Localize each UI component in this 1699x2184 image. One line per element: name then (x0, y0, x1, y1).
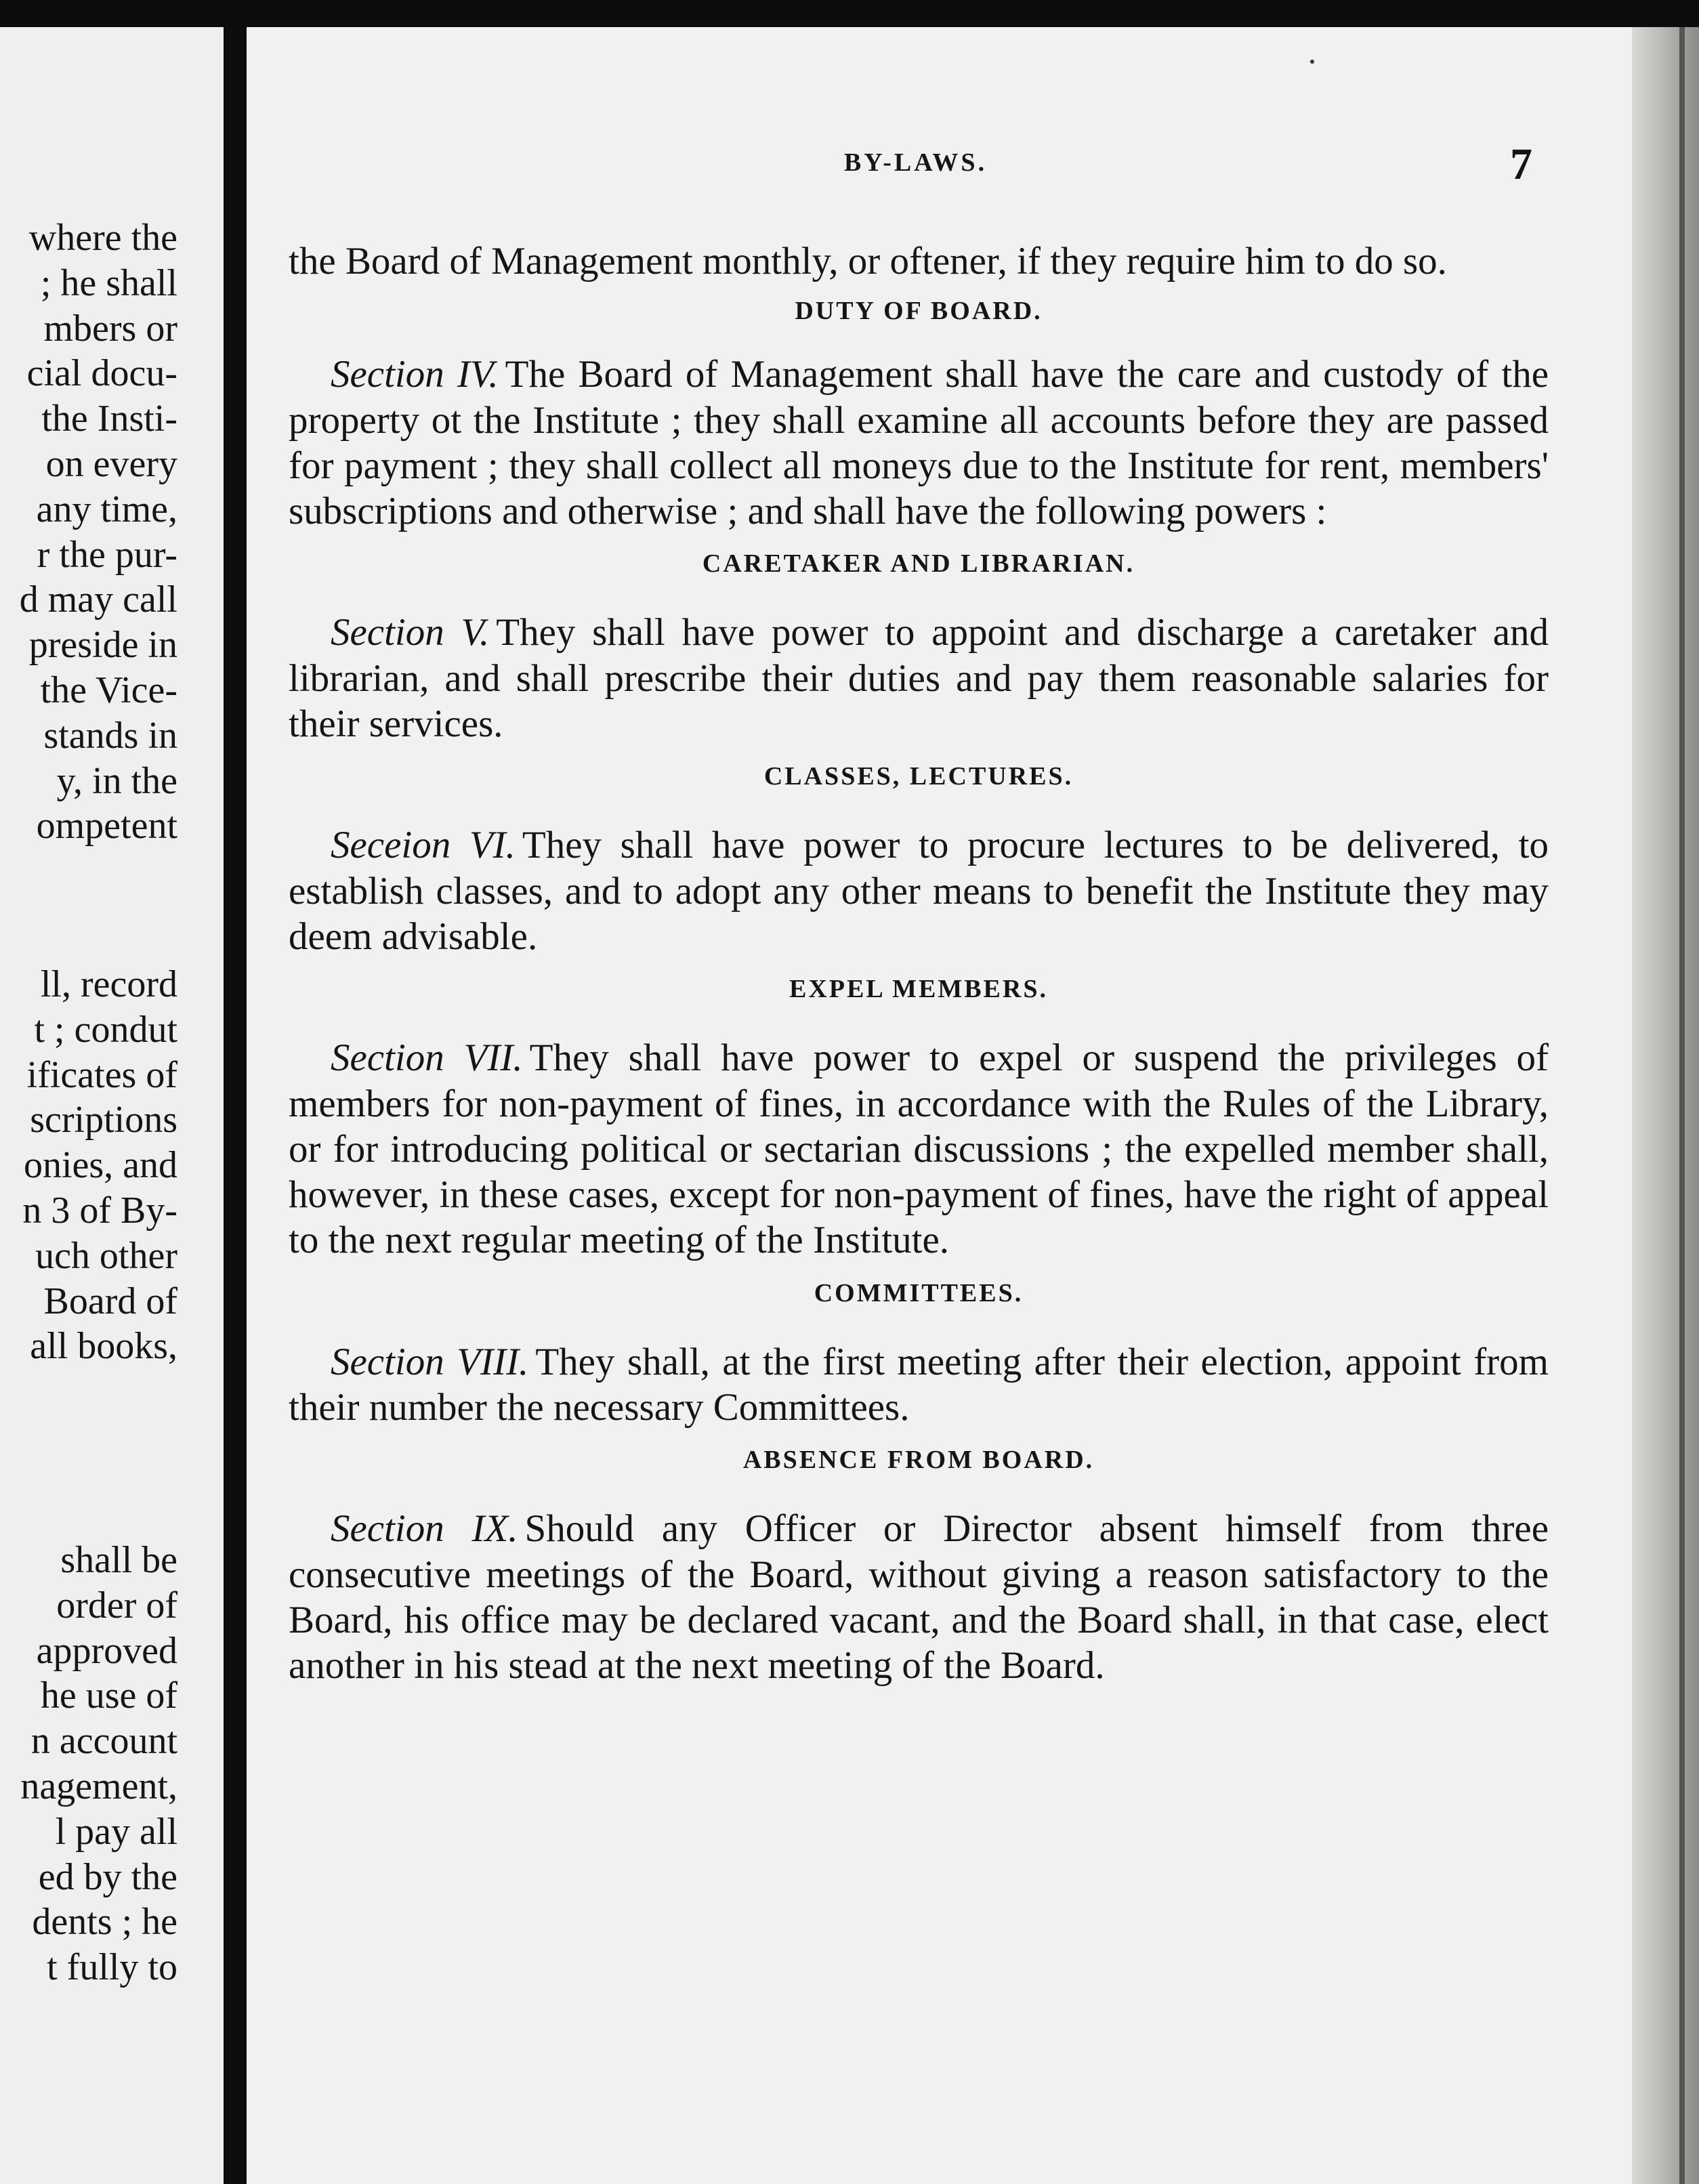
left-line: dents ; he (32, 1901, 177, 1944)
left-line: l pay all (55, 1810, 177, 1853)
left-line: ompetent (36, 805, 177, 847)
left-line: shall be (60, 1539, 177, 1581)
left-line: ificates of (26, 1053, 177, 1096)
left-facing-page (0, 27, 224, 2184)
heading-duty-of-board: DUTY OF BOARD. (795, 297, 1043, 326)
section-ix-paragraph (289, 1506, 1549, 1688)
left-line: mbers or (43, 307, 177, 350)
left-page-block-1 (20, 215, 177, 849)
section-v-paragraph (289, 610, 1549, 747)
left-line: stands in (43, 714, 177, 757)
left-line: n 3 of By- (22, 1189, 177, 1232)
left-page-block-3 (20, 1538, 177, 1990)
left-line: n account (30, 1720, 177, 1763)
left-line: y, in the (56, 759, 177, 802)
print-speck (1310, 60, 1314, 64)
section-vi-paragraph (289, 822, 1549, 959)
left-line: Board of (43, 1280, 177, 1322)
heading-caretaker-librarian: CARETAKER AND LIBRARIAN. (702, 549, 1135, 579)
opening-paragraph: the Board of Management monthly, or oftener, if they require him to do so. (289, 240, 1447, 282)
left-line: onies, and (23, 1144, 177, 1187)
section-iv-paragraph (289, 352, 1549, 534)
section-vi-label: Seceion VI. (331, 824, 516, 867)
section-v-text: They shall have power to appoint and discharge a caretaker and librarian, and shall prescribe their duties and pay them reasonable salaries for their services. (289, 611, 1549, 746)
section-viii-label: Section VIII. (331, 1340, 529, 1383)
left-line: any time, (36, 488, 177, 530)
left-line: the Insti- (41, 398, 177, 440)
heading-committees: COMMITTEES. (814, 1278, 1024, 1307)
left-line: t fully to (47, 1946, 177, 1989)
left-line: on every (45, 442, 177, 485)
body-text (289, 238, 1549, 1689)
page-number: 7 (1510, 140, 1532, 189)
section-vi-text: They shall have power to procure lectures to be delivered, to establish classes, and to adopt any other means to benefit the Institute they may deem advisable. (289, 824, 1549, 958)
section-viii-paragraph (289, 1339, 1549, 1431)
left-line: scriptions (30, 1099, 177, 1141)
left-line: ; he shall (40, 261, 177, 304)
book-gutter (224, 27, 247, 2184)
left-line: ll, record (40, 963, 177, 1005)
left-page-block-2 (22, 962, 177, 1369)
left-line: d may call (19, 579, 177, 621)
scan-border-top (0, 0, 1699, 27)
section-v-label: Section V. (331, 611, 490, 654)
left-line: he use of (40, 1675, 177, 1717)
left-line: approved (36, 1629, 177, 1672)
left-line: where the (28, 217, 177, 259)
left-line: preside in (28, 624, 177, 667)
left-line: the Vice- (40, 669, 177, 711)
left-line: all books, (30, 1325, 177, 1368)
left-line: nagement, (20, 1765, 177, 1807)
section-ix-text: Should any Officer or Director absent himself from three consecutive meetings of the Board, without giving a reason satisfactory to the Board, his office may be declared vacant, and the Board shall, in that case, elect another in his stead at the next meeting of the Board. (289, 1507, 1549, 1687)
section-vii-text: They shall have power to expel or suspend the privileges of members for non-payment of fines, in accordance with the Rules of the Library, or for introducing political or sectarian discussions ; the expelled member shall, however, in these cases, except for non-payment of fines, have the right of appeal to the next regular meeting of the Institute. (289, 1036, 1549, 1262)
section-iv-label: Section IV. (331, 353, 499, 396)
left-line: uch other (35, 1234, 177, 1277)
main-page (247, 27, 1632, 2184)
running-head: BY-LAWS. (843, 148, 988, 177)
section-ix-label: Section IX. (331, 1507, 518, 1551)
section-viii-text: They shall, at the first meeting after their election, appoint from their number the necessary Committees. (289, 1340, 1549, 1429)
left-line: t ; condut (34, 1008, 177, 1051)
page-stack-edge (1632, 27, 1699, 2184)
section-iv-text: The Board of Management shall have the care and custody of the property ot the Institute ; they shall examine all accounts before they are passed for payment ; they shall collect all moneys due to the Institute for rent, members' subscriptions and otherwise ; and shall have the following powers : (289, 353, 1549, 533)
left-line: order of (56, 1584, 177, 1626)
left-line: r the pur- (37, 533, 177, 576)
left-line: cial docu- (26, 352, 177, 395)
section-vii-paragraph (289, 1035, 1549, 1263)
heading-absence-from-board: ABSENCE FROM BOARD. (742, 1446, 1095, 1475)
section-vii-label: Section VII. (331, 1036, 523, 1080)
left-line: ed by the (38, 1855, 177, 1898)
heading-classes-lectures: CLASSES, LECTURES. (763, 762, 1074, 791)
heading-expel-members: EXPEL MEMBERS. (789, 975, 1048, 1004)
